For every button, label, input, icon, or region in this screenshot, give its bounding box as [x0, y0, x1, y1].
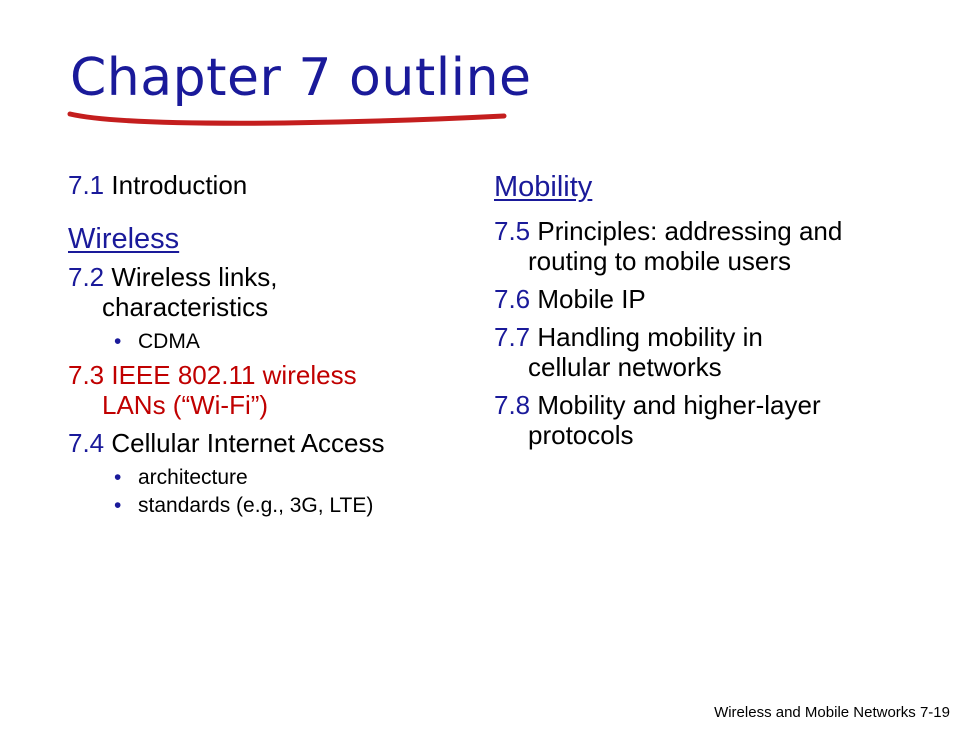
slide-footer	[714, 704, 950, 721]
right-column	[494, 170, 934, 450]
section-7-7: 7.7 Handling mobility in cellular networks	[494, 322, 763, 382]
left-column	[68, 170, 468, 520]
bullet-architecture: • architecture	[68, 464, 468, 492]
bullet-cdma: • CDMA	[68, 328, 468, 356]
bullet-icon: •	[114, 466, 122, 489]
bullet-icon: •	[114, 330, 122, 353]
wireless-heading[interactable]: Wireless	[68, 223, 180, 255]
bullet-icon: •	[114, 494, 122, 517]
section-7-1: 7.1 Introduction	[68, 170, 248, 200]
section-7-8: 7.8 Mobility and higher-layer protocols	[494, 390, 821, 450]
section-7-6: 7.6 Mobile IP	[494, 284, 646, 314]
section-7-5: 7.5 Principles: addressing and routing to mobile users	[494, 216, 843, 276]
footer-text: Wireless and Mobile Networks	[714, 704, 916, 721]
slide-title: Chapter 7 outline	[70, 48, 532, 108]
title-underline-stroke	[64, 102, 514, 126]
mobility-heading[interactable]: Mobility	[494, 171, 593, 203]
bullet-standards: • standards (e.g., 3G, LTE)	[68, 492, 468, 520]
section-7-2: 7.2 Wireless links, characteristics	[68, 262, 278, 322]
section-7-4: 7.4 Cellular Internet Access	[68, 428, 385, 458]
section-7-3: 7.3 IEEE 802.11 wireless LANs (“Wi-Fi”)	[68, 360, 357, 420]
page-number: 7-19	[919, 704, 950, 721]
